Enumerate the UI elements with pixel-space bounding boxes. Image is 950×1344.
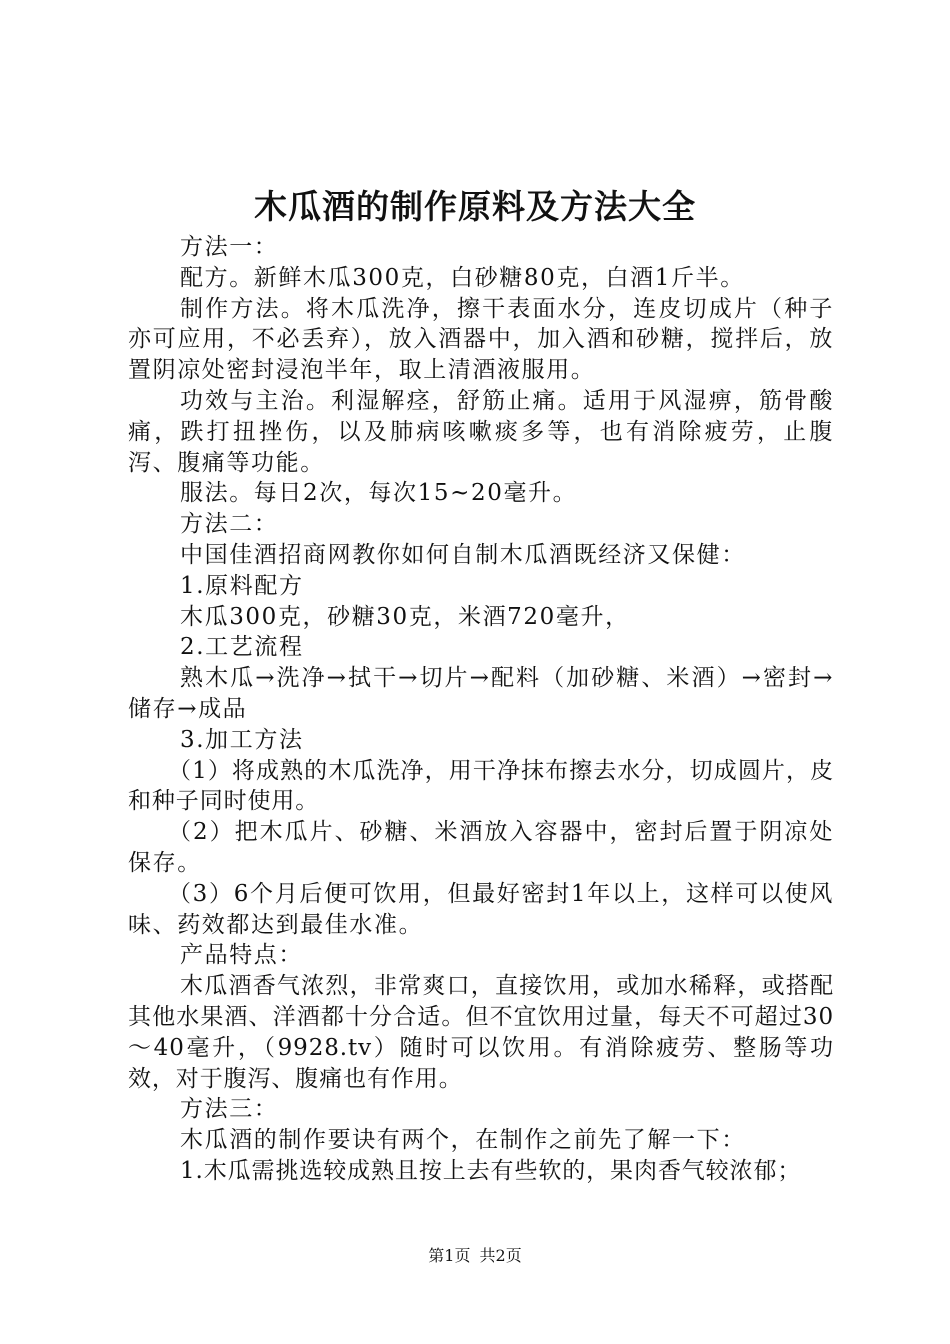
paragraph-features: 木瓜酒香气浓烈，非常爽口，直接饮用，或加水稀释，或搭配其他水果酒、洋酒都十分合适。但不宜饮用过量，每天不可超过30～40毫升，（9928.tv）随时可以饮用。有消除疲劳、整肠等功效，对于腹泻、腹痛也有作用。 — [128, 973, 834, 1092]
page-total: 共2页 — [479, 1246, 522, 1265]
paragraph-method-3-intro: 木瓜酒的制作要诀有两个，在制作之前先了解一下： — [180, 1127, 746, 1154]
paragraph-ingredients: 木瓜300克，砂糖30克，米酒720毫升， — [180, 603, 630, 630]
paragraph-step-1: （1）将成熟的木瓜洗净，用干净抹布擦去水分，切成圆片，皮和种子同时使用。 — [128, 757, 834, 815]
document-body — [128, 232, 834, 1187]
paragraph-process-flow: 熟木瓜→洗净→拭干→切片→配料（加砂糖、米酒）→密封→储存→成品 — [128, 665, 834, 722]
paragraph-step-3: （3）6个月后便可饮用，但最好密封1年以上，这样可以使风味、药效都达到最佳水准。 — [128, 880, 834, 938]
paragraph-process-heading: 2.工艺流程 — [180, 634, 304, 661]
paragraph-dosage: 服法。每日2次，每次15~20毫升。 — [180, 480, 578, 507]
paragraph-ingredients-heading: 1.原料配方 — [180, 572, 304, 599]
page-number: 第1页 — [428, 1246, 471, 1265]
paragraph-preparation: 制作方法。将木瓜洗净，擦干表面水分，连皮切成片（种子亦可应用，不必丢弃），放入酒器中，加入酒和砂糖，搅拌后，放置阴凉处密封浸泡半年，取上清酒液服用。 — [128, 295, 834, 384]
paragraph-method-3-heading: 方法三： — [180, 1096, 279, 1123]
paragraph-tip-1: 1.木瓜需挑选较成熟且按上去有些软的，果肉香气较浓郁； — [180, 1157, 802, 1184]
paragraph-method-2-heading: 方法二： — [180, 511, 279, 538]
paragraph-recipe: 配方。新鲜木瓜300克，白砂糖80克，白酒1斤半。 — [180, 264, 745, 291]
paragraph-method-1-heading: 方法一： — [180, 234, 279, 260]
paragraph-efficacy: 功效与主治。利湿解痉，舒筋止痛。适用于风湿痹，筋骨酸痛，跌打扭挫伤，以及肺病咳嗽痰多等，也有消除疲劳，止腹泻、腹痛等功能。 — [128, 387, 834, 476]
paragraph-method-heading: 3.加工方法 — [180, 726, 304, 753]
paragraph-method-2-intro: 中国佳酒招商网教你如何自制木瓜酒既经济又保健： — [180, 541, 746, 568]
document-title: 木瓜酒的制作原料及方法大全 — [254, 187, 696, 226]
paragraph-step-2: （2）把木瓜片、砂糖、米酒放入容器中，密封后置于阴凉处保存。 — [128, 819, 834, 876]
page-footer — [0, 1244, 950, 1268]
paragraph-features-heading: 产品特点： — [180, 942, 303, 969]
